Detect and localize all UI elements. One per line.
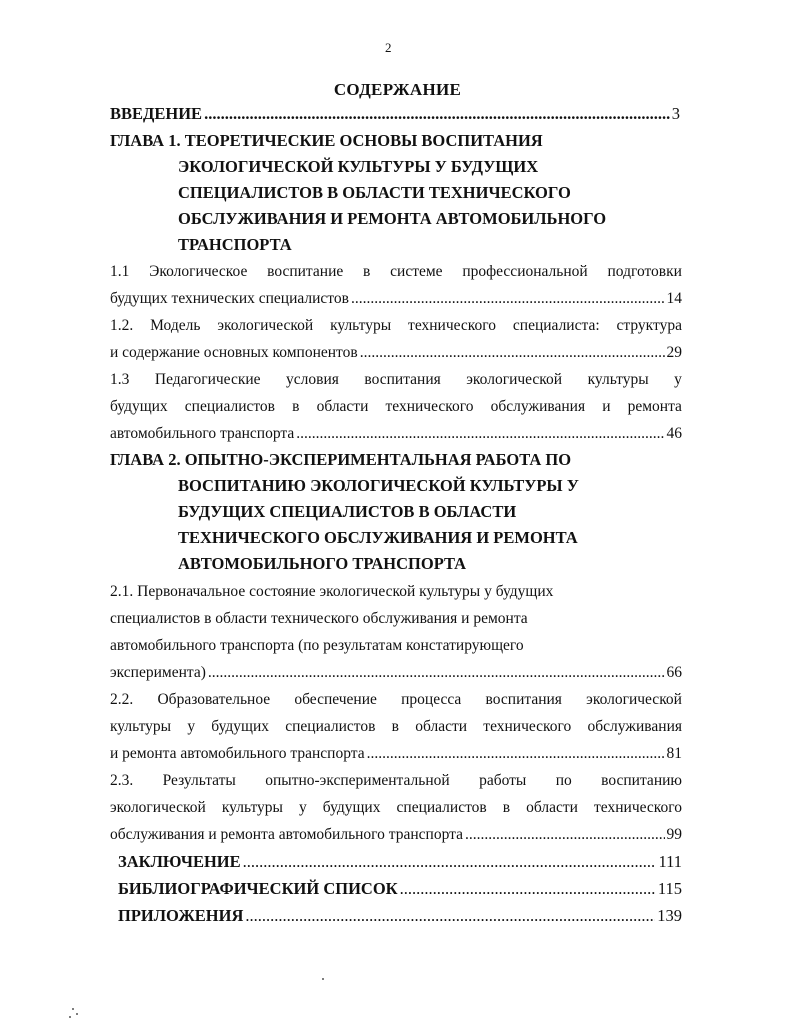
- toc-entry-page: 14: [666, 290, 682, 307]
- leader-dots: [204, 104, 670, 124]
- toc-entry-label: и содержание основных компонентов: [110, 344, 358, 361]
- toc-entry-bibliography: [118, 879, 682, 899]
- toc-entry-1-2-line: 1.2. Модель экологической культуры технического специалиста: структура: [110, 317, 682, 334]
- toc-entry-label: обслуживания и ремонта автомобильного транспорта: [110, 826, 463, 843]
- chapter1-heading-line: ЭКОЛОГИЧЕСКОЙ КУЛЬТУРЫ У БУДУЩИХ: [178, 157, 539, 176]
- toc-entry-appendices: [118, 906, 682, 926]
- leader-dots: [367, 744, 665, 764]
- toc-entry-page: 46: [666, 425, 682, 442]
- toc-entry-2-3: [110, 825, 682, 845]
- chapter2-heading-line: ВОСПИТАНИЮ ЭКОЛОГИЧЕСКОЙ КУЛЬТУРЫ У: [178, 476, 579, 495]
- chapter1-heading-line: СПЕЦИАЛИСТОВ В ОБЛАСТИ ТЕХНИЧЕСКОГО: [178, 183, 571, 202]
- chapter2-heading-line: ГЛАВА 2. ОПЫТНО-ЭКСПЕРИМЕНТАЛЬНАЯ РАБОТА ПО: [110, 450, 572, 469]
- toc-entry-page: 115: [657, 879, 682, 898]
- toc-entry-2-1-line: 2.1. Первоначальное состояние экологической культуры у будущих: [110, 583, 554, 600]
- toc-entry-1-3-line: 1.3 Педагогические условия воспитания экологической культуры у: [110, 371, 682, 388]
- toc-entry-1-1: [110, 289, 682, 309]
- toc-entry-page: 139: [657, 906, 682, 925]
- toc-entry-2-1-line: специалистов в области технического обслуживания и ремонта: [110, 610, 528, 627]
- chapter2-heading-line: ТЕХНИЧЕСКОГО ОБСЛУЖИВАНИЯ И РЕМОНТА: [178, 528, 578, 547]
- toc-entry-label: будущих технических специалистов: [110, 290, 349, 307]
- leader-dots: [245, 906, 655, 926]
- chapter1-heading-line: ОБСЛУЖИВАНИЯ И РЕМОНТА АВТОМОБИЛЬНОГО: [178, 209, 607, 228]
- toc-entry-2-1: [110, 663, 682, 683]
- scan-speck: [72, 1008, 74, 1010]
- leader-dots: [351, 289, 665, 309]
- toc-entry-intro: [110, 104, 680, 124]
- toc-entry-page: 66: [666, 664, 682, 681]
- toc-entry-1-3-line: будущих специалистов в области технического обслуживания и ремонта: [110, 398, 682, 415]
- toc-entry-label: ЗАКЛЮЧЕНИЕ: [118, 852, 241, 871]
- scan-speck: [76, 1013, 78, 1015]
- toc-entry-page: 29: [666, 344, 682, 361]
- toc-entry-label: ПРИЛОЖЕНИЯ: [118, 906, 244, 925]
- toc-entry-page: 99: [666, 826, 682, 843]
- scan-speck: [322, 978, 324, 980]
- leader-dots: [400, 879, 656, 899]
- leader-dots: [465, 825, 665, 845]
- toc-entry-2-1-line: автомобильного транспорта (по результатам констатирующего: [110, 637, 524, 654]
- toc-entry-1-3: [110, 424, 682, 444]
- toc-entry-conclusion: [118, 852, 682, 872]
- toc-entry-label: БИБЛИОГРАФИЧЕСКИЙ СПИСОК: [118, 879, 398, 898]
- toc-entry-2-3-line: экологической культуры у будущих специалистов в области технического: [110, 799, 682, 816]
- page-number: 2: [385, 40, 392, 55]
- leader-dots: [208, 663, 665, 683]
- toc-entry-2-2-line: культуры у будущих специалистов в области технического обслуживания: [110, 718, 682, 735]
- toc-entry-label: ВВЕДЕНИЕ: [110, 104, 203, 123]
- toc-entry-1-2: [110, 343, 682, 363]
- toc-entry-page: 3: [671, 104, 680, 123]
- toc-entry-page: 111: [658, 852, 682, 871]
- toc-entry-2-2: [110, 744, 682, 764]
- toc-entry-2-3-line: 2.3. Результаты опытно-экспериментальной работы по воспитанию: [110, 772, 682, 789]
- leader-dots: [296, 424, 664, 444]
- toc-entry-page: 81: [666, 745, 682, 762]
- leader-dots: [360, 343, 665, 363]
- chapter2-heading-line: БУДУЩИХ СПЕЦИАЛИСТОВ В ОБЛАСТИ: [178, 502, 517, 521]
- scan-speck: [69, 1016, 71, 1018]
- toc-entry-2-2-line: 2.2. Образовательное обеспечение процесса воспитания экологической: [110, 691, 682, 708]
- toc-title: СОДЕРЖАНИЕ: [333, 80, 462, 99]
- chapter1-heading-line: ТРАНСПОРТА: [178, 235, 292, 254]
- leader-dots: [243, 852, 657, 872]
- chapter1-heading-line: ГЛАВА 1. ТЕОРЕТИЧЕСКИЕ ОСНОВЫ ВОСПИТАНИЯ: [110, 131, 543, 150]
- toc-entry-label: эксперимента): [110, 664, 206, 681]
- chapter2-heading-line: АВТОМОБИЛЬНОГО ТРАНСПОРТА: [178, 554, 467, 573]
- toc-entry-label: и ремонта автомобильного транспорта: [110, 745, 365, 762]
- toc-entry-1-1-line: 1.1 Экологическое воспитание в системе профессиональной подготовки: [110, 263, 682, 280]
- toc-entry-label: автомобильного транспорта: [110, 425, 295, 442]
